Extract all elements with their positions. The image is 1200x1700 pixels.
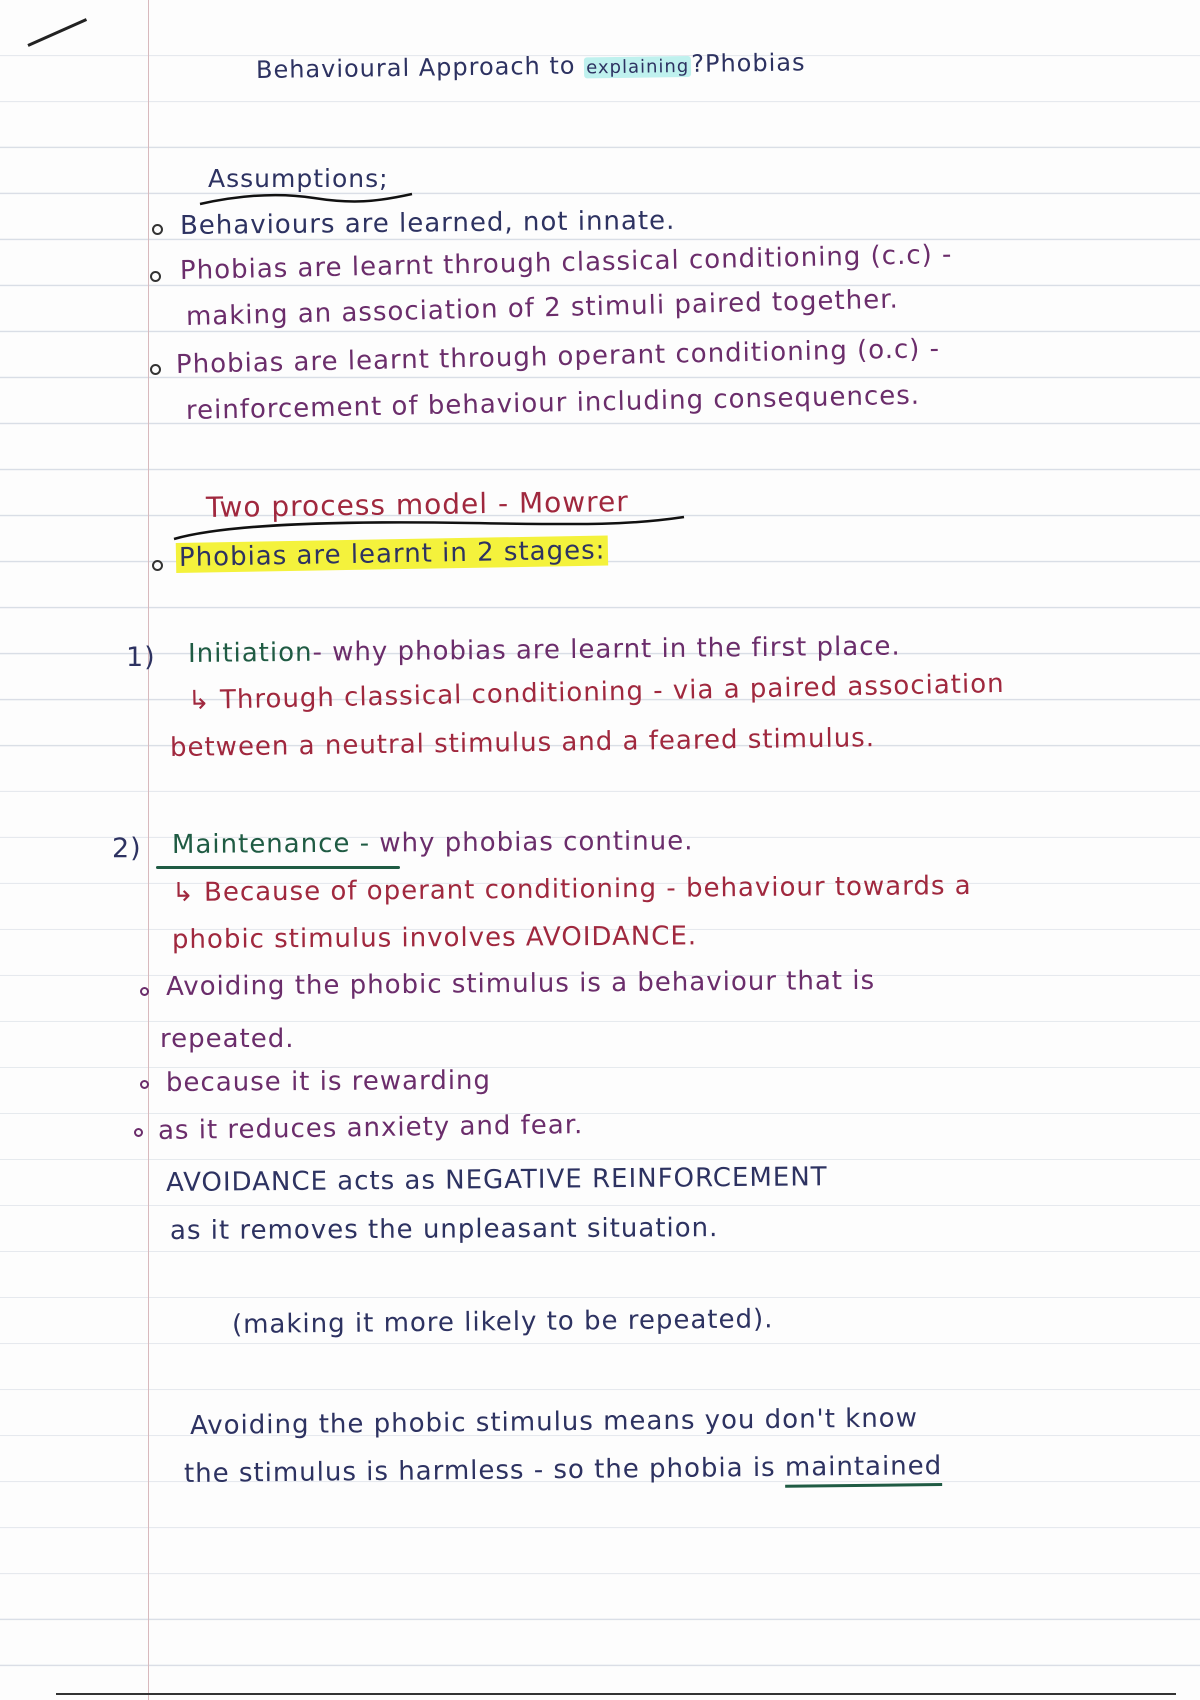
assumption-3-continued: reinforcement of behaviour including consequences. [185, 380, 921, 426]
conclusion-line-2 [184, 1453, 942, 1487]
model-summary [176, 537, 609, 571]
bullet-dot [140, 1080, 149, 1089]
stage-2-bullet-3: as it reduces anxiety and fear. [157, 1110, 584, 1146]
stage-2-detail-1: ↳ Because of operant conditioning - behaviour towards a [171, 871, 972, 908]
bullet-dot [150, 271, 161, 282]
bullet-dot [134, 1128, 143, 1137]
stage-2-detail-2: phobic stimulus involves AVOIDANCE. [171, 921, 698, 955]
stage-2-bullet-2: because it is rewarding [165, 1065, 492, 1098]
stage-1-detail-2: between a neutral stimulus and a feared stimulus. [169, 723, 876, 763]
avoidance-line-2: as it removes the unpleasant situation. [169, 1213, 719, 1246]
stage-2-rest: why phobias continue. [379, 826, 694, 859]
assumption-1: Behaviours are learned, not innate. [179, 205, 676, 241]
bullet-dot [150, 364, 161, 375]
bullet-dot [152, 560, 163, 571]
assumptions-heading: Assumptions; [208, 164, 389, 193]
parenthetical-note: (making it more likely to be repeated). [231, 1304, 774, 1340]
stage-2-number: 2) [112, 833, 142, 864]
title-part-2: ?Phobias [691, 48, 806, 78]
model-summary-text: Phobias are learnt in 2 stages: [176, 535, 609, 573]
bottom-rule [56, 1693, 1176, 1695]
stage-1-heading [187, 631, 901, 669]
assumption-3: Phobias are learnt through operant conditioning (o.c) - [175, 333, 941, 380]
maintained-underlined: maintained [785, 1451, 943, 1488]
stage-2-bullet-1-continued: repeated. [160, 1024, 295, 1054]
conclusion-line-1: Avoiding the phobic stimulus means you don't know [189, 1403, 919, 1441]
stage-1-number: 1) [126, 642, 156, 673]
stage-2-bullet-1: Avoiding the phobic stimulus is a behaviour that is [165, 965, 876, 1002]
stage-2-label: Maintenance - [171, 828, 371, 860]
title-part-1: Behavioural Approach to [255, 51, 585, 84]
margin-line [148, 0, 149, 1700]
stage-2-underline [156, 866, 400, 869]
stage-1-detail-1: ↳ Through classical conditioning - via a paired association [187, 668, 1005, 716]
stage-1-rest: - why phobias are learnt in the first place. [312, 631, 901, 668]
title-highlight: explaining [586, 55, 690, 79]
avoidance-line-1: AVOIDANCE acts as NEGATIVE REINFORCEMENT [165, 1162, 828, 1198]
assumption-2-continued: making an association of 2 stimuli paired together. [185, 284, 900, 332]
conclusion-line-2-text: the stimulus is harmless - so the phobia is [183, 1452, 786, 1489]
model-heading: Two process model - Mowrer [205, 485, 629, 524]
stage-1-label: Initiation [187, 637, 313, 669]
bullet-dot [152, 224, 163, 235]
stage-2-heading [172, 828, 694, 858]
page-title [256, 50, 806, 82]
pen-tick-mark [27, 18, 87, 47]
bullet-dot [140, 987, 149, 996]
assumption-2: Phobias are learnt through classical conditioning (c.c) - [179, 239, 953, 286]
